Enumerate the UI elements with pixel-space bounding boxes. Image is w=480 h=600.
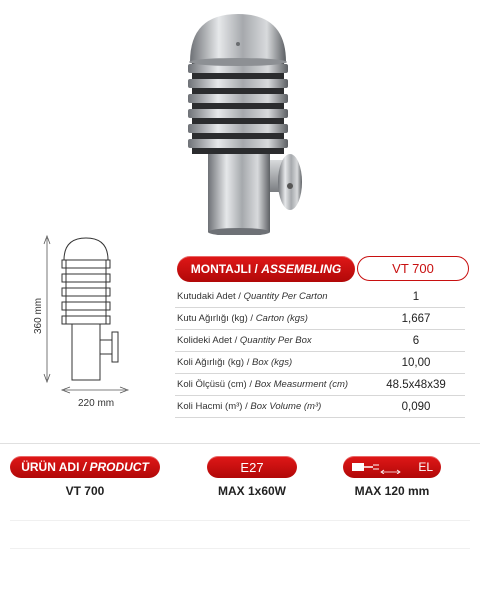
divider <box>10 548 470 549</box>
spec-row-box-weight <box>175 352 465 374</box>
spec-label: Kutudaki Adet / Quantity Per Carton <box>177 291 328 302</box>
spec-row-box-qty <box>175 330 465 352</box>
socket-value: MAX 1x60W <box>217 484 287 498</box>
spec-value: 48.5x48x39 <box>386 378 446 391</box>
divider <box>0 443 480 444</box>
spec-label: Koli Ölçüsü (cm) / Box Measurment (cm) <box>177 379 349 390</box>
product-label-en: PRODUCT <box>89 460 149 474</box>
product-photo <box>168 10 318 235</box>
title-separator: / <box>79 460 90 474</box>
title-separator: / <box>251 262 262 276</box>
spec-label: Koli Ağırlığı (kg) / Box (kgs) <box>177 357 293 368</box>
assembling-header <box>177 256 355 282</box>
product-name-value: VT 700 <box>65 484 105 498</box>
cable-header <box>343 456 441 478</box>
product-code-badge: VT 700 <box>357 256 469 281</box>
spec-value: 6 <box>412 334 420 347</box>
divider <box>10 520 470 521</box>
product-name-header <box>10 456 160 478</box>
spec-value: 1,667 <box>401 312 431 325</box>
spec-row-box-size <box>175 374 465 396</box>
spec-value: 1 <box>412 290 420 303</box>
spec-label: Kolideki Adet / Quantity Per Box <box>177 335 312 346</box>
cable-plug-icon <box>351 460 401 474</box>
spec-label: Koli Hacmi (m³) / Box Volume (m³) <box>177 401 322 412</box>
cable-label: EL <box>418 460 433 474</box>
dimension-drawing <box>18 230 158 415</box>
spec-table <box>175 286 465 418</box>
spec-row-carton-weight <box>175 308 465 330</box>
socket-header: E27 <box>207 456 297 478</box>
spec-row-carton-qty <box>175 286 465 308</box>
product-label-tr: ÜRÜN ADI <box>21 460 80 474</box>
cable-length-value: MAX 120 mm <box>354 484 430 498</box>
spec-label: Kutu Ağırlığı (kg) / Carton (kgs) <box>177 313 308 324</box>
height-dimension-label: 360 mm <box>33 297 44 334</box>
assembling-title-en: ASSEMBLING <box>261 262 342 276</box>
width-dimension-label: 220 mm <box>78 398 115 409</box>
spec-value: 0,090 <box>401 400 431 413</box>
assembling-title-tr: MONTAJLI <box>190 262 252 276</box>
spec-row-box-volume <box>175 396 465 418</box>
spec-value: 10,00 <box>401 356 431 369</box>
